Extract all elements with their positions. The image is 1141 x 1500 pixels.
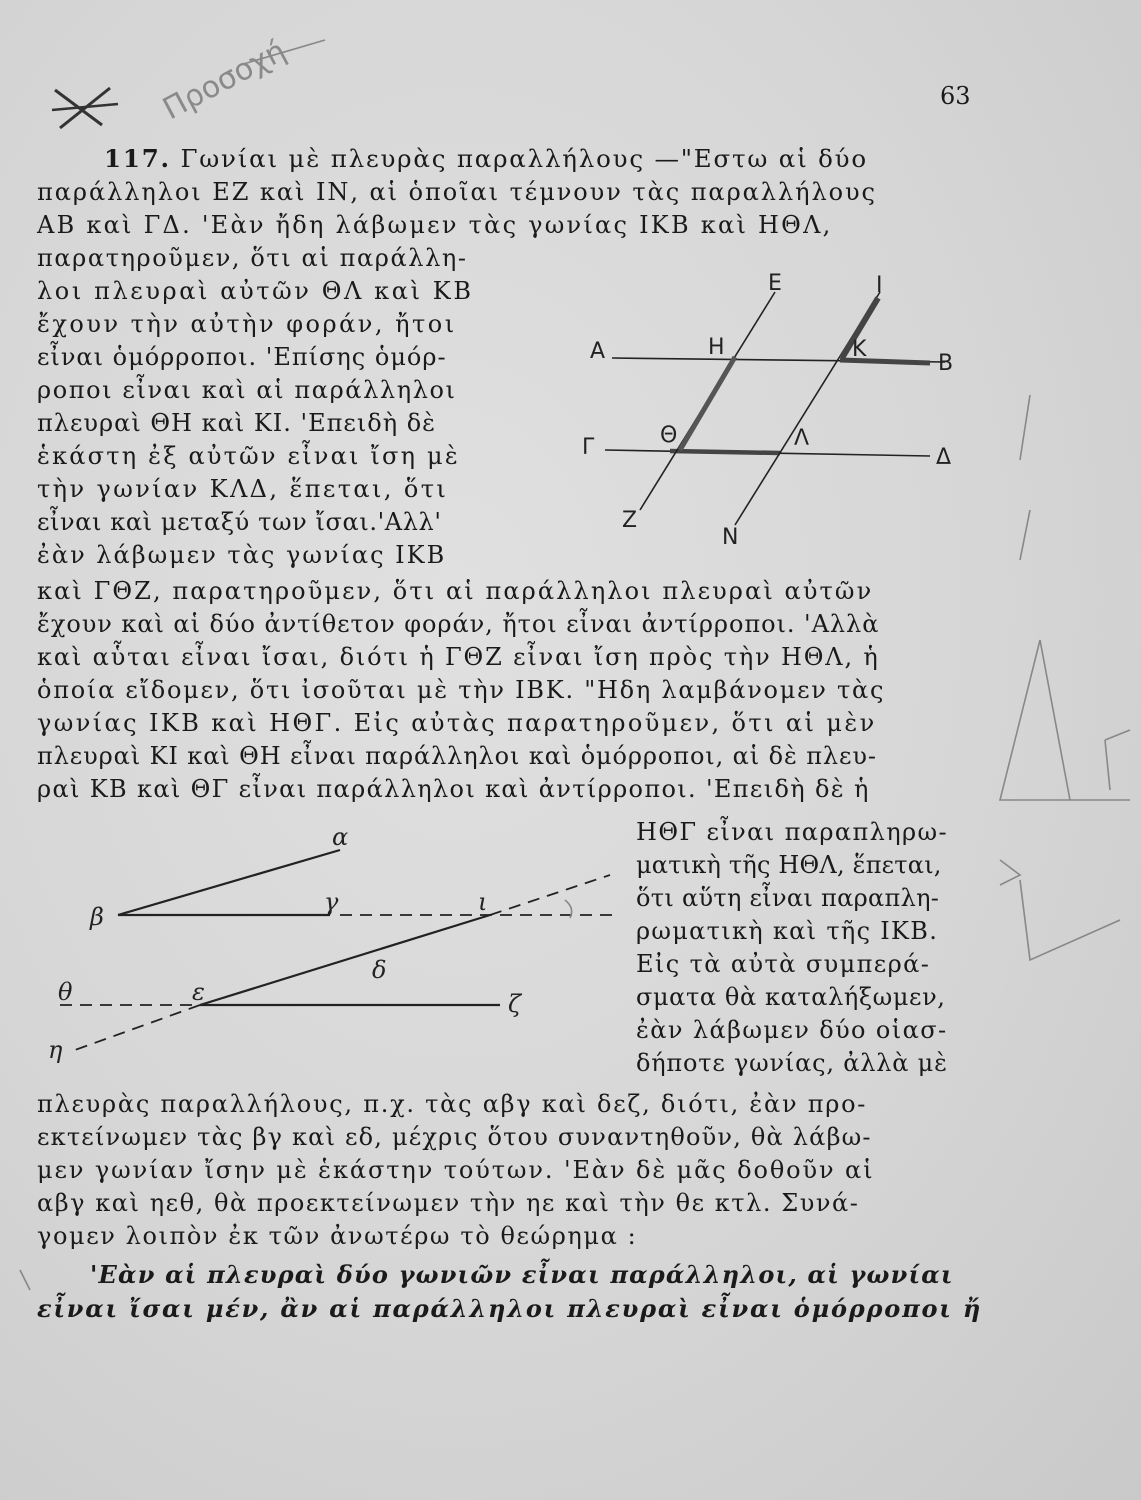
theorem-line: 'Εὰν αἱ πλευραὶ δύο γωνιῶν εἶναι παράλληλοι, αἱ γωνίαι	[90, 1260, 954, 1289]
label-theta: θ	[58, 978, 73, 1006]
text-line: δήποτε γωνίας, ἀλλὰ μὲ	[636, 1049, 948, 1077]
label-K: K	[852, 337, 867, 362]
page-number: 63	[940, 82, 971, 110]
label-Gamma: Γ	[582, 435, 595, 460]
label-Z: Z	[622, 508, 638, 533]
text-line: αβγ καὶ ηεθ, θὰ προεκτείνωμεν τὴν ηε καὶ τὴν θε κτλ. Συνά-	[37, 1189, 860, 1217]
label-Lambda: Λ	[794, 426, 810, 451]
label-delta: δ	[372, 956, 387, 984]
label-zeta: ζ	[508, 990, 522, 1018]
text-line: τὴν γωνίαν ΚΛΔ, ἕπεται, ὅτι	[37, 475, 449, 503]
label-H: H	[708, 335, 725, 360]
text-line: ματικὴ τῆς ΗΘΛ, ἕπεται,	[636, 851, 942, 879]
text-line: ἐὰν λάβωμεν δύο οἱασ-	[636, 1016, 948, 1044]
label-eta: η	[48, 1036, 63, 1064]
text-line: ἔχουν τὴν αὐτὴν φοράν, ἤτοι	[37, 310, 457, 338]
label-beta: β	[90, 903, 104, 931]
side-epsilon-delta	[200, 915, 490, 1005]
text-line: πλευραὶ ΚΙ καὶ ΘΗ εἶναι παράλληλοι καὶ ὁμόρροποι, αἱ δὲ πλευ-	[37, 742, 877, 770]
ray-epsilon-eta	[75, 1005, 200, 1050]
label-E: E	[768, 271, 782, 296]
text-line: ἑκάστη ἐξ αὐτῶν εἶναι ἴση μὲ	[37, 442, 460, 470]
text-line: πλευραὶ ΘΗ καὶ ΚΙ. 'Επειδὴ δὲ	[37, 409, 437, 437]
text-line: γομεν λοιπὸν ἐκ τῶν ἀνωτέρω τὸ θεώρημα :	[37, 1222, 638, 1250]
label-B: B	[938, 351, 954, 376]
label-Theta: Θ	[660, 423, 678, 448]
text-line: ἔχουν καὶ αἱ δύο ἀντίθετον φοράν, ἤτοι εἶναι ἀντίρροποι. 'Αλλὰ	[37, 610, 880, 638]
text-line: ὁποία εἴδομεν, ὅτι ἰσοῦται μὲ τὴν ΙΒΚ. "Ηδη λαμβάνομεν τὰς	[37, 676, 886, 704]
text-line: ραὶ ΚΒ καὶ ΘΓ εἶναι παράλληλοι καὶ ἀντίρροποι. 'Επειδὴ δὲ ἡ	[37, 775, 870, 803]
text-line: ρωματικὴ καὶ τῆς ΙΚΒ.	[636, 917, 939, 945]
section-title: Γωνίαι μὲ πλευρὰς παραλλήλους	[180, 144, 645, 173]
label-Delta: Δ	[936, 445, 952, 470]
theorem-line: εἶναι ἴσαι μέν, ἂν αἱ παράλληλοι πλευραὶ εἶναι ὁμόρροποι ἤ	[37, 1294, 983, 1323]
heading-rest: —"Εστω αἱ δύο	[654, 144, 868, 173]
text-line: παράλληλοι ΕΖ καὶ ΙΝ, αἱ ὁποῖαι τέμνουν τὰς παραλλήλους	[37, 178, 877, 206]
label-epsilon: ε	[192, 978, 205, 1006]
label-I: I	[876, 273, 883, 298]
text-line: παρατηροῦμεν, ὅτι αἱ παράλλη-	[37, 244, 468, 272]
text-line: Εἰς τὰ αὐτὰ συμπερά-	[636, 950, 931, 978]
label-N: N	[722, 525, 739, 550]
text-line: μεν γωνίαν ἴσην μὲ ἑκάστην τούτων. 'Εὰν δὲ μᾶς δοθοῦν αἱ	[37, 1156, 875, 1184]
label-gamma: γ	[324, 888, 339, 916]
text-line: καὶ αὗται εἶναι ἴσαι, διότι ἡ ΓΘΖ εἶναι ἴση πρὸς τὴν ΗΘΛ, ἡ	[37, 643, 880, 671]
section-number: 117.	[104, 144, 171, 173]
text-line: καὶ ΓΘΖ, παρατηροῦμεν, ὅτι αἱ παράλληλοι πλευραὶ αὐτῶν	[37, 577, 874, 605]
side-beta-alpha	[118, 850, 340, 915]
extension-delta	[490, 875, 610, 915]
text-line: ΑΒ καὶ ΓΔ. 'Εὰν ἤδη λάβωμεν τὰς γωνίας ΙΚΒ καὶ ΗΘΛ,	[37, 211, 833, 239]
label-iota: ι	[478, 888, 488, 916]
text-line: ροποι εἶναι καὶ αἱ παράλληλοι	[37, 376, 457, 404]
text-line: εἶναι καὶ μεταξύ των ἴσαι.'Αλλ'	[37, 508, 442, 536]
text-line: ἐὰν λάβωμεν τὰς γωνίας ΙΚΒ	[37, 541, 447, 569]
handwritten-note: Προσοχή	[157, 33, 292, 128]
text-line: λοι πλευραὶ αὐτῶν ΘΛ καὶ ΚΒ	[37, 277, 474, 305]
text-line: εἶναι ὁμόρροποι. 'Επίσης ὁμόρ-	[37, 343, 447, 371]
label-alpha: α	[332, 823, 349, 851]
label-A: A	[590, 339, 606, 364]
text-line: ὅτι αὕτη εἶναι παραπλη-	[636, 884, 940, 912]
text-line: ΗΘΓ εἶναι παραπληρω-	[636, 818, 949, 846]
text-line: σματα θὰ καταλήξωμεν,	[636, 983, 946, 1011]
text-line: πλευρὰς παραλλήλους, π.χ. τὰς αβγ καὶ δεζ, διότι, ἐὰν προ-	[37, 1090, 868, 1118]
text-line: γωνίας ΙΚΒ καὶ ΗΘΓ. Εἰς αὐτὰς παρατηροῦμεν, ὅτι αἱ μὲν	[37, 709, 877, 737]
text-line: εκτείνωμεν τὰς βγ καὶ εδ, μέχρις ὅτου συναντηθοῦν, θὰ λάβω-	[37, 1123, 872, 1151]
